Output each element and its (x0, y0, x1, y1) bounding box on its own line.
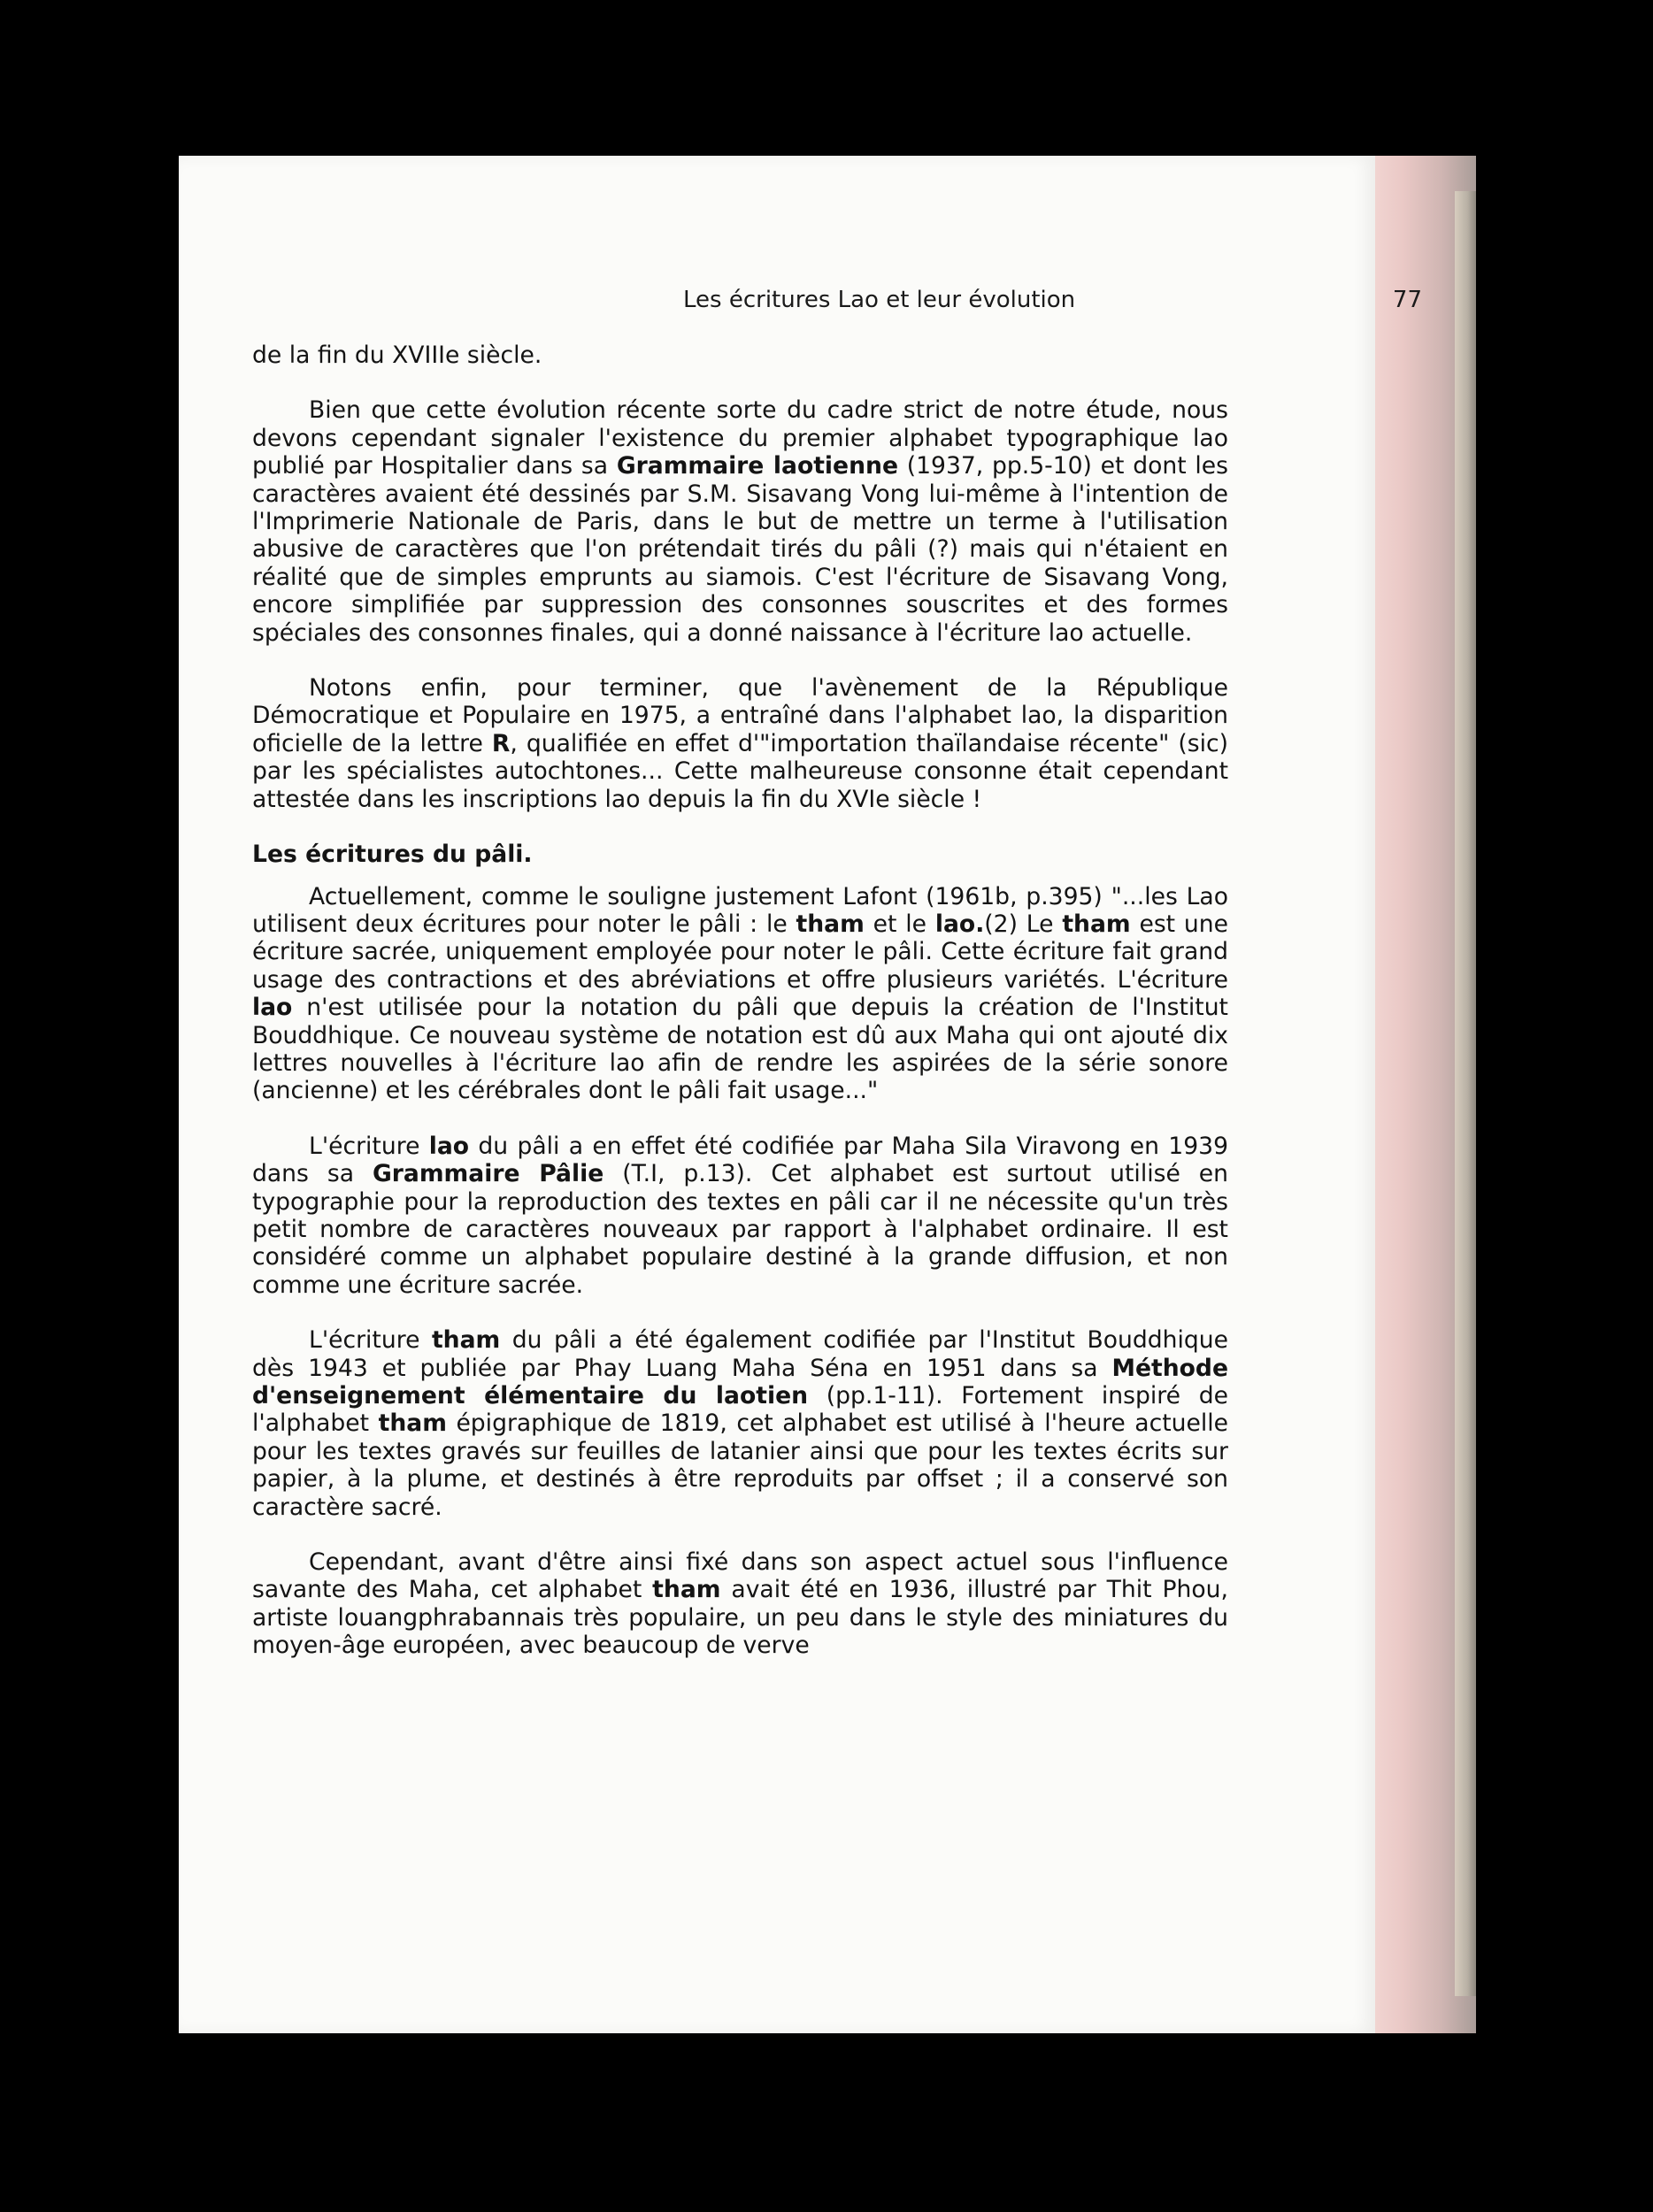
paragraph-lafont-quote: Actuellement, comme le souligne justement Lafont (1961b, p.395) "...les Lao utilisent deux écritures pour noter le pâli : le tham et le lao.(2) Le tham est une écriture sacrée, uniquement employée pour noter le pâli. Cette écriture fait grand usage des contractions et des abréviations et offre plusieurs variétés. L'écriture lao n'est utilisée pour la notation du pâli que depuis la création de l'Institut Bouddhique. Ce nouveau système de notation est dû aux Maha qui ont ajouté dix lettres nouvelles à l'écriture lao afin de rendre les aspirées de la série sonore (ancienne) et les cérébrales dont le pâli fait usage..." (252, 882, 1228, 1105)
page-number: 77 (1392, 287, 1422, 313)
paragraph-continuation: de la fin du XVIIIe siècle. (252, 342, 542, 369)
book-title: Méthode d'enseignement élémentaire du laotien (252, 1354, 1228, 1409)
paragraph-lao-pali: L'écriture lao du pâli a en effet été codifiée par Maha Sila Viravong en 1939 dans sa Grammaire Pâlie (T.I, p.13). Cet alphabet est surtout utilisé en typographie pour la reproduction des textes en pâli car il ne nécessite qu'un très petit nombre de caractères nouveaux par rapport à l'alphabet ordinaire. Il est considéré comme un alphabet populaire destiné à la grande diffusion, et non comme une écriture sacrée. (252, 1132, 1228, 1299)
page-body (252, 342, 1228, 1687)
book-page (179, 156, 1422, 2033)
book-page-edges (1363, 156, 1476, 2033)
paragraph-tham-pali: L'écriture tham du pâli a été également codifiée par l'Institut Bouddhique dès 1943 et publiée par Phay Luang Maha Séna en 1951 dans sa Méthode d'enseignement élémentaire du laotien (pp.1-11). Fortement inspiré de l'alphabet tham épigraphique de 1819, cet alphabet est utilisé à l'heure actuelle pour les textes gravés sur feuilles de latanier ainsi que pour les textes écrits sur papier, à la plume, et destinés à être reproduits par offset ; il a conservé son caractère sacré. (252, 1326, 1228, 1521)
running-title: Les écritures Lao et leur évolution (683, 287, 1076, 313)
paragraph-republic: Notons enfin, pour terminer, que l'avènement de la République Démocratique et Populaire en 1975, a entraîné dans l'alphabet lao, la disparition oficielle de la lettre R, qualifiée en effet d'"importation thaïlandaise récente" (sic) par les spécialistes autochtones... Cette malheureuse consonne était cependant attestée dans les inscriptions lao depuis la fin du XVIe siècle ! (252, 674, 1228, 813)
section-heading: Les écritures du pâli. (252, 841, 533, 869)
book-title: Grammaire laotienne (616, 452, 898, 480)
letter-r: R (491, 729, 511, 757)
paragraph-typographic-alphabet: Bien que cette évolution récente sorte du cadre strict de notre étude, nous devons cependant signaler l'existence du premier alphabet typographique lao publié par Hospitalier dans sa Grammaire laotienne (1937, pp.5-10) et dont les caractères avaient été dessinés par S.M. Sisavang Vong lui-même à l'intention de l'Imprimerie Nationale de Paris, dans le but de mettre un terme à l'utilisation abusive de caractères que l'on prétendait tirés du pâli (?) mais qui n'étaient en réalité que de simples emprunts au siamois. C'est l'écriture de Sisavang Vong, encore simplifiée par suppression des consonnes souscrites et des formes spéciales des consonnes finales, qui a donné naissance à l'écriture lao actuelle. (252, 396, 1228, 647)
paragraph-thit-phou: Cependant, avant d'être ainsi fixé dans son aspect actuel sous l'influence savante des Maha, cet alphabet tham avait été en 1936, illustré par Thit Phou, artiste louangphrabannais très populaire, un peu dans le style des miniatures du moyen-âge européen, avec beaucoup de verve (252, 1548, 1228, 1660)
book-title: Grammaire Pâlie (372, 1160, 604, 1188)
